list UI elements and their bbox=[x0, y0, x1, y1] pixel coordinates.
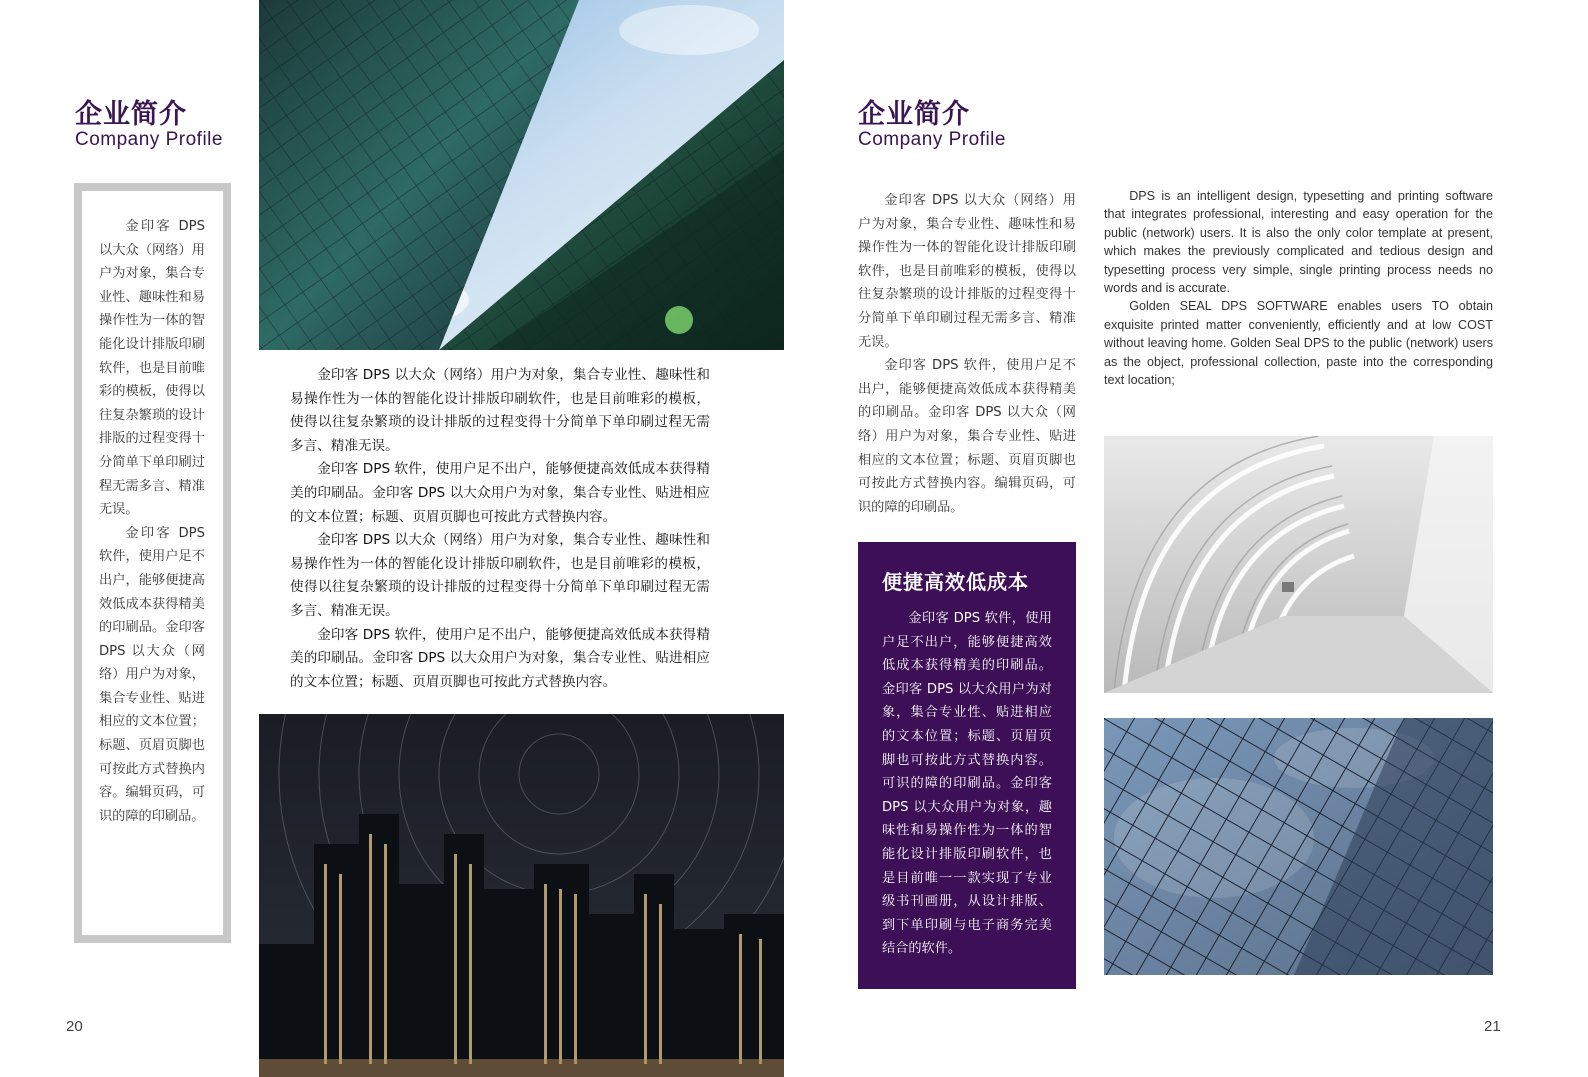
right-cn-text bbox=[858, 189, 1076, 519]
right-page-number: 21 bbox=[1484, 1018, 1501, 1035]
right-title-en: Company Profile bbox=[858, 129, 1006, 150]
left-body-text bbox=[290, 364, 710, 694]
left-page-number: 20 bbox=[66, 1018, 83, 1035]
night-city-photo bbox=[259, 714, 784, 1077]
body-paragraph: 金印客 DPS 以大众（网络）用户为对象，集合专业性、趣味性和易操作性为一体的智能化设计排版印刷软件，也是目前唯彩的模板，使得以往复杂繁琐的设计排版的过程变得十分简单下单印刷过程无需多言、精准无误。 bbox=[290, 367, 710, 454]
en-paragraph: DPS is an intelligent design, typesetting and printing software that integrates professional, interesting and easy operation for the public (network) users. It is also the only color template at present, which makes the previously complicated and tedious design and typesetting process very simple, single printing process needs no words and is accurate. bbox=[1104, 189, 1493, 296]
sidebar-text-box bbox=[74, 183, 231, 943]
body-paragraph: 金印客 DPS 以大众（网络）用户为对象，集合专业性、趣味性和易操作性为一体的智能化设计排版印刷软件，也是目前唯彩的模板，使得以往复杂繁琐的设计排版的过程变得十分简单下单印刷过程无需多言、精准无误。 bbox=[290, 532, 710, 619]
body-paragraph: 金印客 DPS 软件，使用户足不出户，能够便捷高效低成本获得精美的印刷品。金印客 DPS 以大众用户为对象，集合专业性、贴进相应的文本位置；标题、页眉页脚也可按此方式替换内容。 bbox=[290, 461, 710, 525]
glass-building-photo bbox=[1104, 718, 1493, 975]
corridor-photo bbox=[1104, 436, 1493, 693]
body-paragraph: 金印客 DPS 软件，使用户足不出户，能够便捷高效低成本获得精美的印刷品。金印客 DPS 以大众用户为对象，集合专业性、贴进相应的文本位置；标题、页眉页脚也可按此方式替换内容。 bbox=[290, 626, 710, 690]
left-title-cn: 企业简介 bbox=[75, 99, 187, 130]
highlight-box bbox=[858, 542, 1076, 989]
sidebar-paragraph: 金印客 DPS 软件，使用户足不出户，能够便捷高效低成本获得精美的印刷品。金印客 DPS 以大众（网络）用户为对象，集合专业性、贴进相应的文本位置；标题、页眉页脚也可按此方式替换内容。编辑页码，可识的障的印刷品。 bbox=[99, 525, 205, 824]
cn-paragraph: 金印客 DPS 软件，使用户足不出户，能够便捷高效低成本获得精美的印刷品。金印客 DPS 以大众（网络）用户为对象，集合专业性、贴进相应的文本位置；标题、页眉页脚也可按此方式替换内容。编辑页码，可识的障的印刷品。 bbox=[858, 358, 1076, 515]
highlight-box-title: 便捷高效低成本 bbox=[882, 570, 1029, 594]
highlight-box-text: 金印客 DPS 软件，使用户足不出户，能够便捷高效低成本获得精美的印刷品。金印客 DPS 以大众用户为对象，集合专业性、贴进相应的文本位置；标题、页眉页脚也可按此方式替换内容。可识的障的印刷品。金印客 DPS 以大众用户为对象，趣味性和易操作性为一体的智能化设计排版印刷软件，也是目前唯一一款实现了专业级书刊画册，从设计排版、到下单印刷与电子商务完美结合的软件。 bbox=[882, 611, 1052, 957]
skyscraper-photo bbox=[259, 0, 784, 350]
cn-paragraph: 金印客 DPS 以大众（网络）用户为对象，集合专业性、趣味性和易操作性为一体的智能化设计排版印刷软件，也是目前唯彩的模板，使得以往复杂繁琐的设计排版的过程变得十分简单下单印刷过程无需多言、精准无误。 bbox=[858, 193, 1076, 350]
left-title-en: Company Profile bbox=[75, 129, 223, 150]
en-paragraph: Golden SEAL DPS SOFTWARE enables users TO obtain exquisite printed matter conveniently, efficiently and at low COST without leaving home. Golden Seal DPS to the public (network) users as the object, professional collection, paste into the corresponding text location; bbox=[1104, 299, 1493, 388]
right-title-cn: 企业简介 bbox=[858, 99, 970, 130]
right-en-text bbox=[1104, 187, 1493, 389]
sidebar-paragraph: 金印客 DPS 以大众（网络）用户为对象，集合专业性、趣味性和易操作性为一体的智能化设计排版印刷软件，也是目前唯彩的模板，使得以往复杂繁琐的设计排版的过程变得十分简单下单印刷过程无需多言、精准无误。 bbox=[99, 219, 205, 518]
